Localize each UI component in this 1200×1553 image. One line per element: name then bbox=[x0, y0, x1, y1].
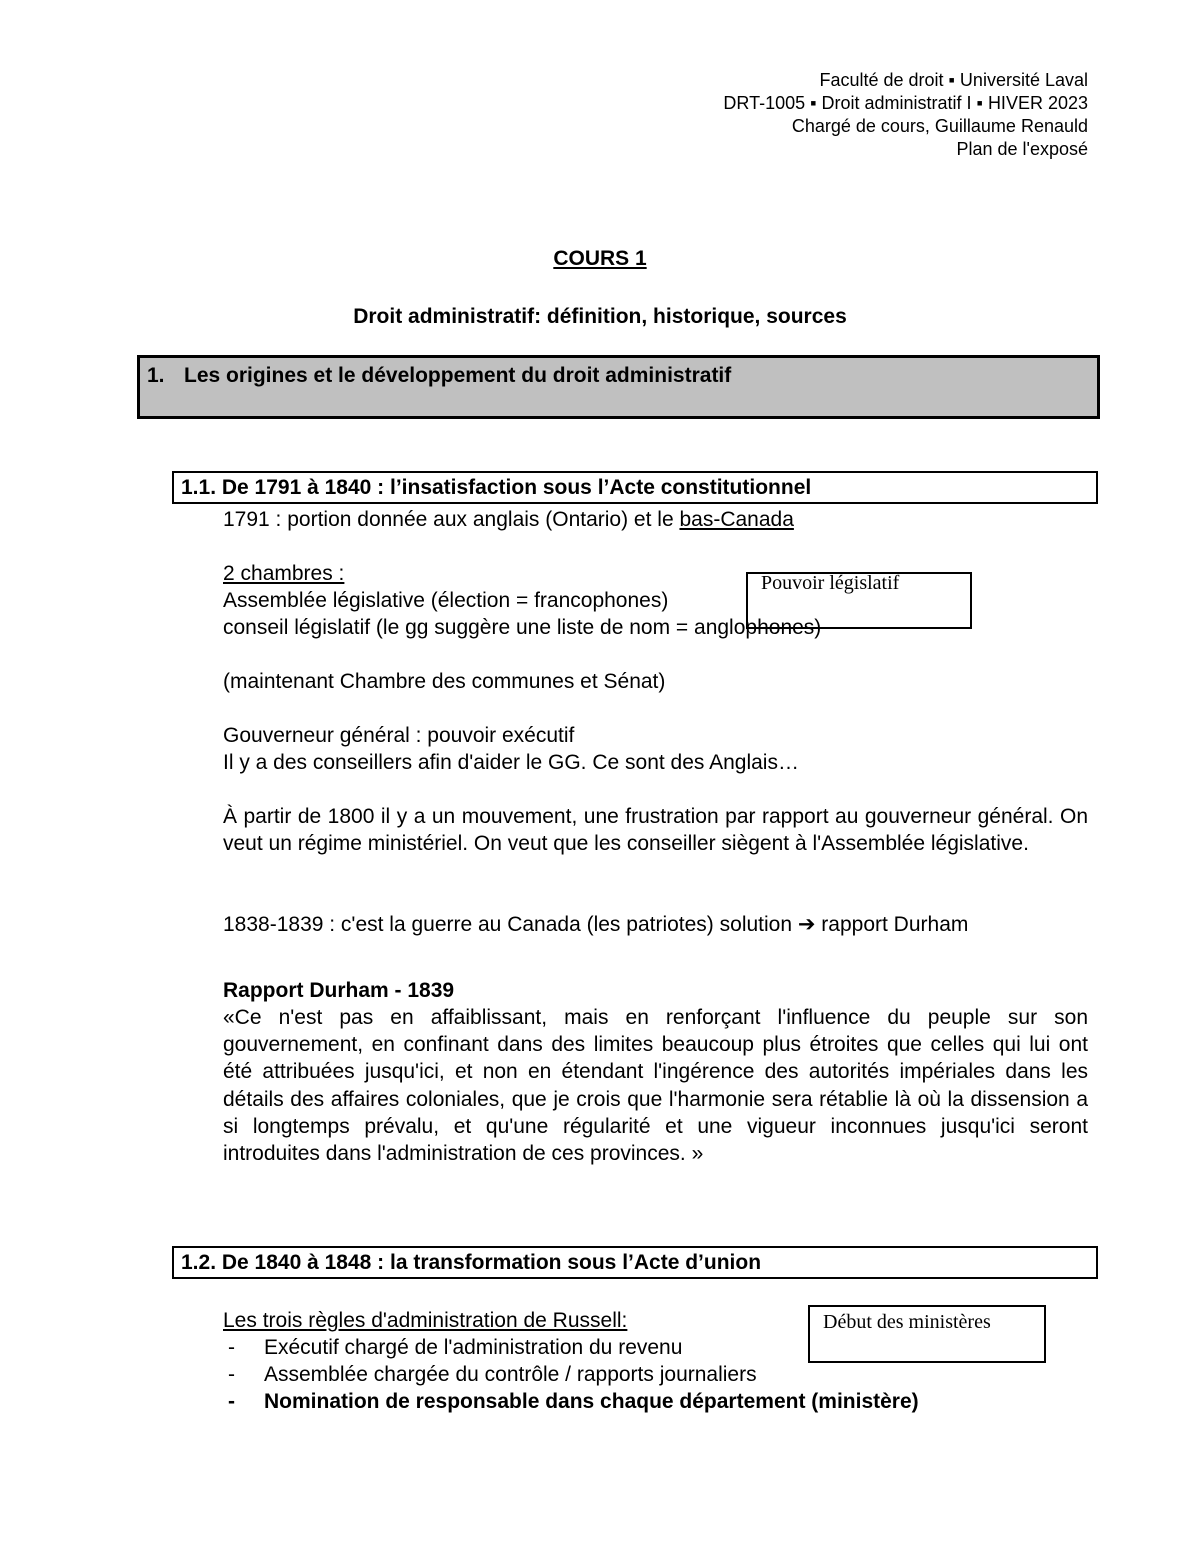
ministries-note: Début des ministères bbox=[823, 1311, 991, 1333]
advisors-line: Il y a des conseillers afin d'aider le GG. Ce sont des Anglais… bbox=[223, 751, 799, 774]
chambers-heading: 2 chambres : bbox=[223, 562, 345, 585]
course-title: COURS 1 bbox=[553, 247, 647, 270]
line-1791 bbox=[223, 506, 794, 533]
rule-text: Nomination de responsable dans chaque département (ministère) bbox=[264, 1390, 919, 1413]
bullet-dash: - bbox=[228, 1390, 235, 1413]
section-1-title: Les origines et le développement du droit administratif bbox=[184, 364, 732, 387]
council-line: conseil législatif (le gg suggère une liste de nom = anglophones) bbox=[223, 616, 822, 639]
section-1-2-title: 1.2. De 1840 à 1848 : la transformation sous l’Acte d’union bbox=[181, 1251, 762, 1274]
section-1-heading-box bbox=[137, 355, 1100, 419]
war-result: rapport Durham bbox=[815, 913, 969, 936]
header-lecturer: Chargé de cours, Guillaume Renauld bbox=[791, 116, 1088, 136]
now-line: (maintenant Chambre des communes et Sénat) bbox=[223, 670, 666, 693]
ministries-note-box bbox=[808, 1305, 1046, 1363]
legislative-power-note-box bbox=[746, 572, 972, 629]
rule-text: Exécutif chargé de l'administration du revenu bbox=[264, 1336, 683, 1359]
russell-rules-heading: Les trois règles d'administration de Russell: bbox=[223, 1309, 628, 1332]
rule-text: Assemblée chargée du contrôle / rapports journaliers bbox=[264, 1363, 757, 1386]
bullet-dash: - bbox=[228, 1363, 235, 1386]
arrow-icon: ➔ bbox=[797, 913, 816, 936]
header-course: DRT-1005 ▪ Droit administratif I ▪ HIVER 2023 bbox=[723, 93, 1088, 113]
durham-quote: «Ce n'est pas en affaiblissant, mais en renforçant l'influence du peuple sur son gouvernement, en confinant dans des limites beaucoup plus étroites que celles qui lui ont été attribuées jusqu'ici, et non en étendant l'ingérence des autorités impériales dans les détails des affaires coloniales, que je crois que l'harmonie sera rétablie là où la dissension a si longtemps prévalu, et qu'une régularité et une vigueur inconnues jusqu'ici seront introduites dans l'administration de ces provinces. » bbox=[223, 1006, 1088, 1166]
bas-canada-underlined: bas-Canada bbox=[679, 508, 794, 531]
war-line bbox=[223, 911, 968, 938]
assembly-line: Assemblée législative (élection = francophones) bbox=[223, 589, 669, 612]
course-subtitle: Droit administratif: définition, historique, sources bbox=[353, 305, 847, 328]
section-1-2-heading-box bbox=[172, 1246, 1098, 1279]
war-text: 1838-1839 : c'est la guerre au Canada (les patriotes) solution bbox=[223, 913, 798, 936]
section-1-1-title: 1.1. De 1791 à 1840 : l’insatisfaction sous l’Acte constitutionnel bbox=[181, 476, 812, 499]
movement-paragraph: À partir de 1800 il y a un mouvement, une frustration par rapport au gouverneur général. On veut un régime ministériel. On veut que les conseiller siègent à l'Assemblée législative. bbox=[223, 805, 1088, 856]
section-1-number: 1. bbox=[147, 364, 165, 387]
line-1791-text: 1791 : portion donnée aux anglais (Ontario) et le bbox=[223, 508, 680, 531]
header-faculty: Faculté de droit ▪ Université Laval bbox=[819, 70, 1088, 90]
section-1-1-heading-box bbox=[172, 471, 1098, 504]
governor-line: Gouverneur général : pouvoir exécutif bbox=[223, 724, 575, 747]
durham-title: Rapport Durham - 1839 bbox=[223, 979, 455, 1002]
legislative-power-note: Pouvoir législatif bbox=[761, 572, 900, 594]
header-doc-type: Plan de l'exposé bbox=[956, 139, 1088, 159]
bullet-dash: - bbox=[228, 1336, 235, 1359]
